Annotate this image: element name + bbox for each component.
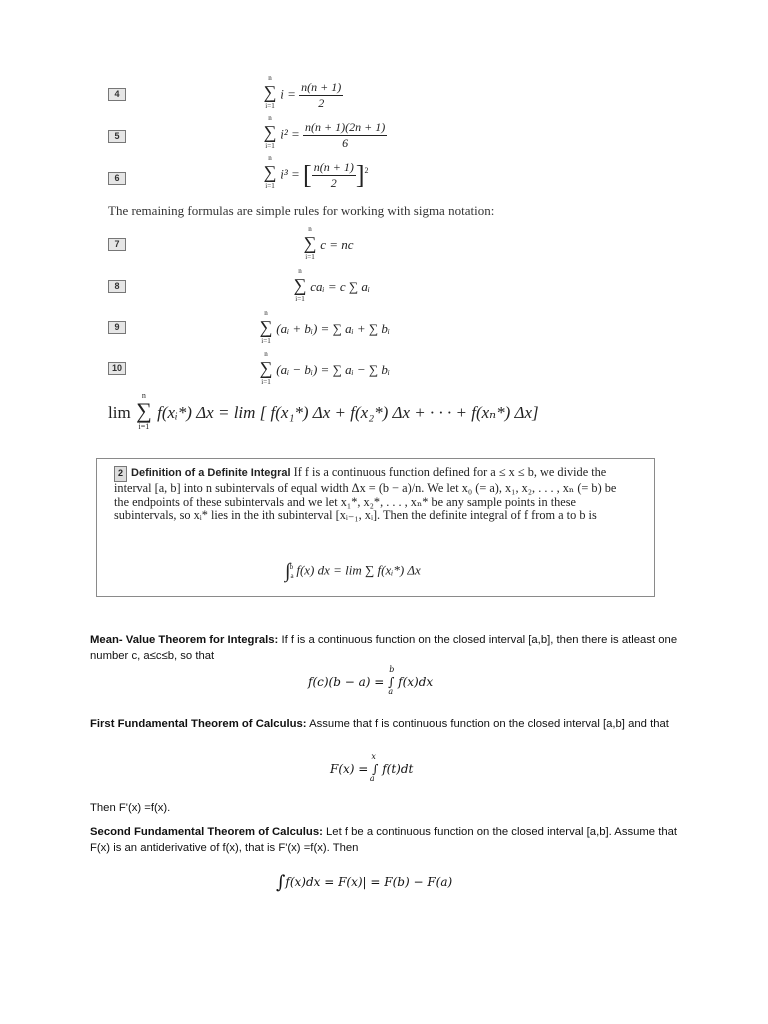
ftc2-paragraph [90, 824, 690, 856]
definition-heading: Definition of a Definite Integral [131, 467, 291, 479]
mvt-paragraph [90, 632, 690, 664]
mvt-formula: f(c)(b − a) = ∫ $f(x)dx^b_a$ [308, 665, 434, 696]
formula-body: (aᵢ + bᵢ) = ∑ aᵢ + ∑ bᵢ [276, 321, 390, 336]
formula-8: n ∑ i=1 caᵢ = c ∑ aᵢ [293, 267, 370, 303]
ftc1-body: Assume that f is continuous function on the closed interval [a,b] and that [309, 718, 669, 730]
fraction-denominator: 6 [342, 136, 349, 150]
formula-number: 8 [108, 280, 126, 293]
definition-number: 2 [114, 466, 127, 482]
fraction-denominator: 2 [318, 96, 325, 110]
formula-5: n ∑ i=1 i² = $\frac{n(n + 1)(2n + 1)}{6}$ [263, 114, 386, 151]
formula-number: 10 [108, 362, 126, 375]
ftc1-title: First Fundamental Theorem of Calculus: [90, 718, 307, 730]
formula-lhs: i [280, 86, 284, 102]
formula-10: n ∑ i=1 (aᵢ − bᵢ) = ∑ aᵢ − ∑ bᵢ [259, 350, 390, 386]
ftc1-then: Then F'(x) =f(x). [90, 802, 171, 814]
formula-number: 9 [108, 321, 126, 334]
ftc2-title: Second Fundamental Theorem of Calculus: [90, 826, 323, 838]
formula-7: n ∑ i=1 c = nc [303, 225, 354, 261]
formula-number: 7 [108, 238, 126, 251]
ftc2-body: Let f be a continuous function on the closed interval [a,b]. Assume that F(x) is an antiderivative of f(x), that is F'(x) =f(x). Then [90, 826, 678, 854]
formula-number: 6 [108, 172, 126, 185]
mvt-formula-text: f(c)(b − a) = ∫ f(x)dx [308, 675, 434, 689]
ftc2-formula: ∫f(x)dx = F(x)| = F(b) − F(a) [276, 872, 453, 893]
ftc1-formula: F(x) = ∫ $f(t)dt^x_a$ [330, 752, 414, 783]
mvt-title: Mean- Value Theorem for Integrals: [90, 634, 279, 646]
formula-6: n ∑ i=1 i³ = [ $\frac{n(n + 1)}{2}$ ]$^2$ [263, 154, 369, 191]
formula-number: 5 [108, 130, 126, 143]
ftc1-formula-text: F(x) = ∫ f(t)dt [330, 762, 414, 776]
formula-body: (aᵢ − bᵢ) = ∑ aᵢ − ∑ bᵢ [276, 362, 390, 377]
fraction-numerator: n(n + 1) [301, 80, 342, 94]
fraction-numerator: n(n + 1)(2n + 1) [305, 120, 386, 134]
formula-body: caᵢ = c ∑ aᵢ [310, 279, 370, 294]
formula-number: 4 [108, 88, 126, 101]
formula-4: n ∑ i=1 i = $\frac{n(n + 1)}{2}$ [263, 74, 342, 111]
mvt-body: If f is a continuous function on the closed interval [a,b], then there is atleast one number c, a≤c≤b, so that [90, 634, 678, 662]
limit-formula-body: f(xᵢ*) Δx = lim [ f(x₁*) Δx + f(x₂*) Δx + · · · + f(xₙ*) Δx] [157, 403, 539, 422]
formula-body: c = nc [320, 237, 354, 252]
riemann-limit-formula: lim n ∑ i=1 f(xᵢ*) Δx = lim [ f(x₁*) Δx + f(x₂*) Δx + · · · + f(xₙ*) Δx] [108, 391, 539, 431]
ftc2-formula-text: f(x)dx = F(x)| = F(b) − F(a) [285, 875, 453, 889]
definition-text [114, 466, 634, 523]
formula-lhs: i² [280, 126, 288, 142]
remaining-formulas-text: The remaining formulas are simple rules for working with sigma notation: [108, 203, 495, 218]
definite-integral-formula: $\int_a^b$ f(x) dx = lim ∑ f(xᵢ*) Δx [285, 560, 421, 582]
definition-body: If f is a continuous function defined for a ≤ x ≤ b, we divide the interval [a, b] into n subintervals of equal width Δx = (b − a)/n. We let x₀ (= a), x₁, x₂, . . . , xₙ (= b) be the endpoints of these subintervals and we let x₁*, x₂*, . . . , xₙ* be any sample points in these subintervals, so xᵢ* lies in the ith subinterval [xᵢ₋₁, xᵢ]. Then the definite integral of f from a to b is [114, 465, 617, 523]
ftc1-paragraph [90, 716, 690, 732]
formula-lhs: i³ [280, 166, 288, 182]
fraction-numerator: n(n + 1) [313, 160, 354, 174]
definite-integral-body: f(x) dx = lim ∑ f(xᵢ*) Δx [296, 562, 421, 578]
fraction-denominator: 2 [330, 176, 337, 190]
formula-9: n ∑ i=1 (aᵢ + bᵢ) = ∑ aᵢ + ∑ bᵢ [259, 309, 390, 345]
